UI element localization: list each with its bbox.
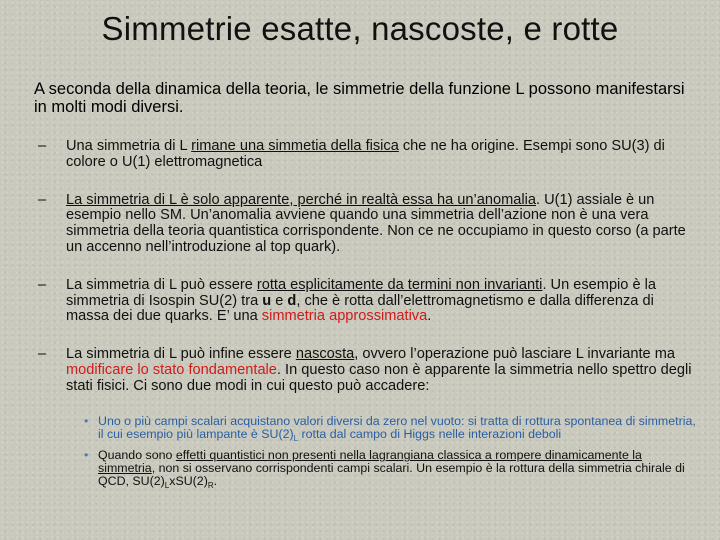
bullet-text: e — [271, 292, 288, 309]
sub-bullet-dot: • — [84, 448, 89, 463]
underlined-text: La simmetria di L è solo apparente, perché in realtà essa ha un’anomalia — [66, 191, 536, 208]
bullet-list — [38, 139, 700, 417]
sub-bullet-spontaneous — [84, 415, 700, 445]
sub-bullet-text: Quando sono — [98, 448, 176, 463]
bullet-text: La simmetria di L può infine essere — [66, 346, 296, 363]
underlined-text: nascosta — [295, 346, 355, 363]
sub-bullet-text: , non si osservano corrispondenti campi scalari. Un esempio è la rottura della simmetria chirale di QCD, SU(2) — [98, 461, 685, 488]
subscript: R — [207, 480, 214, 490]
bullet-exact-symmetry — [38, 139, 700, 171]
bullet-anomaly — [38, 193, 700, 256]
subscript: L — [293, 433, 299, 443]
underlined-text: effetti quantistici non presenti nella lagrangiana classica a rompere dinamicamente la simmetria — [98, 448, 642, 476]
bullet-hidden-symmetry — [38, 347, 700, 394]
underlined-text: rimane una simmetia della fisica — [191, 138, 399, 154]
bold-quark-u: u — [262, 292, 272, 309]
intro-paragraph: A seconda della dinamica della teoria, le simmetrie della funzione L possono manifestarsi in molti modi diversi. — [34, 80, 685, 116]
bullet-text: Una simmetria di L — [66, 138, 192, 154]
highlight-text: modificare lo stato fondamentale — [66, 361, 277, 378]
bullet-text: , che è rotta dall’elettromagnetismo e dalla differenza di massa dei due quarks. E’ una — [66, 292, 654, 325]
bullet-text: , ovvero l’operazione può lasciare L invariante ma — [354, 346, 675, 363]
bullet-text: . Un esempio è la simmetria di Isospin SU(2) tra — [66, 276, 657, 309]
sub-bullet-text: xSU(2) — [169, 474, 208, 488]
bullet-dash: – — [38, 276, 47, 293]
sub-bullet-text: Uno o più campi scalari acquistano valori diversi da zero nel vuoto: si tratta di rottura spontanea di simmetria, il cui esempio più lampante è SU(2) — [98, 414, 696, 441]
bullet-text: che ne ha origine. Esempi sono SU(3) di colore o U(1) elettromagnetica — [66, 138, 665, 170]
sub-bullet-dot: • — [84, 414, 89, 428]
bullet-text: . — [427, 308, 432, 325]
sub-bullet-list — [84, 415, 700, 497]
bullet-dash: – — [38, 191, 47, 208]
sub-bullet-text: . — [213, 474, 218, 488]
slide-title: Simmetrie esatte, nascoste, e rotte — [101, 10, 619, 47]
bullet-text: . In questo caso non è apparente la simmetria nello spettro degli stati fisici. Ci sono due modi in cui questo può accadere: — [66, 361, 692, 394]
sub-bullet-dynamical — [84, 449, 700, 492]
subscript: L — [164, 480, 170, 490]
sub-bullet-text: rotta dal campo di Higgs nelle interazioni deboli — [298, 426, 562, 441]
bold-quark-d: d — [287, 292, 297, 309]
highlight-text: simmetria approssimativa — [261, 308, 428, 325]
bullet-text: . U(1) assiale è un esempio nello SM. Un’anomalia avviene quando una simmetria dell’azione non è una vera simmetria della teoria quantistica corrispondente. Non ce ne occupiamo in questo corso (a parte un accenno nell’introduzione al top quark). — [66, 191, 686, 255]
underlined-text: rotta esplicitamente da termini non invarianti — [256, 276, 543, 293]
bullet-text: La simmetria di L può essere — [66, 276, 257, 293]
bullet-explicit-breaking — [38, 278, 700, 325]
bullet-dash: – — [38, 346, 47, 363]
bullet-dash: – — [38, 138, 47, 154]
